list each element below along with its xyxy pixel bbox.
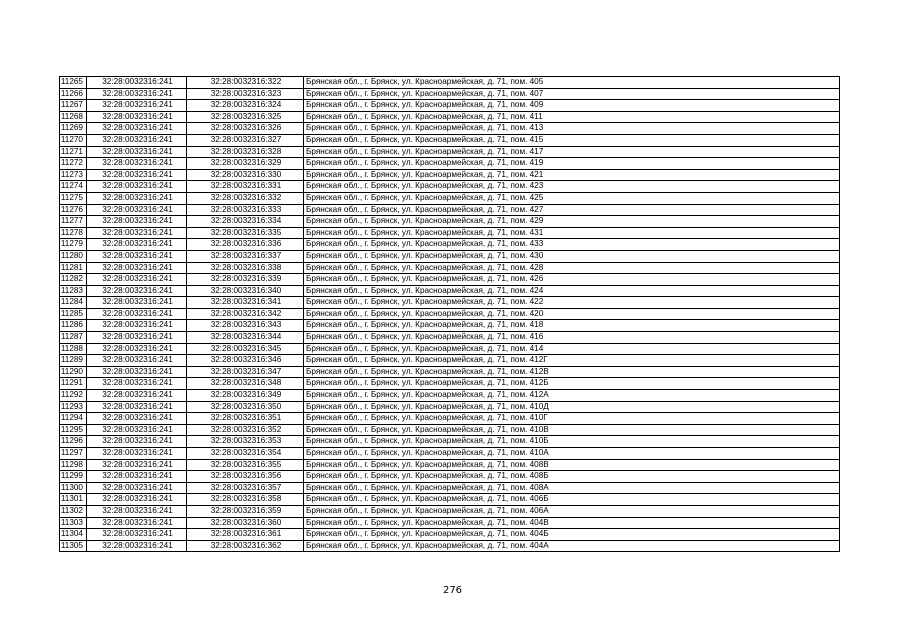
address-cell: Брянская обл., г. Брянск, ул. Красноармейская, д. 71, пом. 425 (304, 192, 840, 204)
table-row (60, 517, 840, 529)
row-number-cell: 11273 (60, 169, 87, 181)
address-cell: Брянская обл., г. Брянск, ул. Красноармейская, д. 71, пом. 426 (304, 274, 840, 286)
row-number-cell: 11265 (60, 77, 87, 89)
parcel-number-cell: 32:28:0032316:241 (87, 343, 187, 355)
address-cell: Брянская обл., г. Брянск, ул. Красноармейская, д. 71, пом. 406А (304, 505, 840, 517)
table-row (60, 158, 840, 170)
row-number-cell: 11286 (60, 320, 87, 332)
address-cell: Брянская обл., г. Брянск, ул. Красноармейская, д. 71, пом. 420 (304, 308, 840, 320)
cadastral-number-cell: 32:28:0032316:336 (187, 239, 304, 251)
row-number-cell: 11272 (60, 158, 87, 170)
parcel-number-cell: 32:28:0032316:241 (87, 192, 187, 204)
table-row (60, 471, 840, 483)
table-row (60, 505, 840, 517)
address-cell: Брянская обл., г. Брянск, ул. Красноармейская, д. 71, пом. 417 (304, 146, 840, 158)
cadastral-number-cell: 32:28:0032316:323 (187, 88, 304, 100)
table-row (60, 181, 840, 193)
parcel-number-cell: 32:28:0032316:241 (87, 390, 187, 402)
table-row (60, 239, 840, 251)
cadastral-number-cell: 32:28:0032316:331 (187, 181, 304, 193)
table-row (60, 390, 840, 402)
cadastral-number-cell: 32:28:0032316:326 (187, 123, 304, 135)
address-cell: Брянская обл., г. Брянск, ул. Красноармейская, д. 71, пом. 410Д (304, 401, 840, 413)
table-row (60, 320, 840, 332)
address-cell: Брянская обл., г. Брянск, ул. Красноармейская, д. 71, пом. 404Б (304, 529, 840, 541)
table-row (60, 413, 840, 425)
cadastral-number-cell: 32:28:0032316:347 (187, 366, 304, 378)
row-number-cell: 11298 (60, 459, 87, 471)
parcel-number-cell: 32:28:0032316:241 (87, 424, 187, 436)
address-cell: Брянская обл., г. Брянск, ул. Красноармейская, д. 71, пом. 428 (304, 262, 840, 274)
row-number-cell: 11297 (60, 448, 87, 460)
address-cell: Брянская обл., г. Брянск, ул. Красноармейская, д. 71, пом. 421 (304, 169, 840, 181)
table-row (60, 343, 840, 355)
address-cell: Брянская обл., г. Брянск, ул. Красноармейская, д. 71, пом. 409 (304, 100, 840, 112)
table-row (60, 262, 840, 274)
address-cell: Брянская обл., г. Брянск, ул. Красноармейская, д. 71, пом. 404А (304, 540, 840, 552)
table-row (60, 100, 840, 112)
row-number-cell: 11305 (60, 540, 87, 552)
table-row (60, 448, 840, 460)
parcel-number-cell: 32:28:0032316:241 (87, 181, 187, 193)
table-row (60, 308, 840, 320)
cadastral-number-cell: 32:28:0032316:334 (187, 216, 304, 228)
address-cell: Брянская обл., г. Брянск, ул. Красноармейская, д. 71, пом. 411 (304, 111, 840, 123)
row-number-cell: 11284 (60, 297, 87, 309)
table-row (60, 332, 840, 344)
table-row (60, 216, 840, 228)
row-number-cell: 11304 (60, 529, 87, 541)
parcel-number-cell: 32:28:0032316:241 (87, 297, 187, 309)
address-cell: Брянская обл., г. Брянск, ул. Красноармейская, д. 71, пом. 412Б (304, 378, 840, 390)
row-number-cell: 11266 (60, 88, 87, 100)
cadastral-number-cell: 32:28:0032316:350 (187, 401, 304, 413)
address-cell: Брянская обл., г. Брянск, ул. Красноармейская, д. 71, пом. 412Г (304, 355, 840, 367)
row-number-cell: 11278 (60, 227, 87, 239)
parcel-number-cell: 32:28:0032316:241 (87, 77, 187, 89)
table-row (60, 285, 840, 297)
cadastral-number-cell: 32:28:0032316:340 (187, 285, 304, 297)
address-cell: Брянская обл., г. Брянск, ул. Красноармейская, д. 71, пом. 429 (304, 216, 840, 228)
row-number-cell: 11288 (60, 343, 87, 355)
row-number-cell: 11279 (60, 239, 87, 251)
parcel-number-cell: 32:28:0032316:241 (87, 540, 187, 552)
row-number-cell: 11303 (60, 517, 87, 529)
row-number-cell: 11299 (60, 471, 87, 483)
row-number-cell: 11293 (60, 401, 87, 413)
row-number-cell: 11281 (60, 262, 87, 274)
address-cell: Брянская обл., г. Брянск, ул. Красноармейская, д. 71, пом. 415 (304, 134, 840, 146)
cadastral-number-cell: 32:28:0032316:329 (187, 158, 304, 170)
row-number-cell: 11302 (60, 505, 87, 517)
parcel-number-cell: 32:28:0032316:241 (87, 505, 187, 517)
parcel-number-cell: 32:28:0032316:241 (87, 471, 187, 483)
parcel-number-cell: 32:28:0032316:241 (87, 401, 187, 413)
parcel-number-cell: 32:28:0032316:241 (87, 250, 187, 262)
row-number-cell: 11289 (60, 355, 87, 367)
cadastral-number-cell: 32:28:0032316:348 (187, 378, 304, 390)
row-number-cell: 11291 (60, 378, 87, 390)
parcel-number-cell: 32:28:0032316:241 (87, 123, 187, 135)
row-number-cell: 11274 (60, 181, 87, 193)
row-number-cell: 11269 (60, 123, 87, 135)
cadastral-number-cell: 32:28:0032316:357 (187, 482, 304, 494)
table-row (60, 297, 840, 309)
address-cell: Брянская обл., г. Брянск, ул. Красноармейская, д. 71, пом. 431 (304, 227, 840, 239)
row-number-cell: 11271 (60, 146, 87, 158)
parcel-number-cell: 32:28:0032316:241 (87, 227, 187, 239)
row-number-cell: 11283 (60, 285, 87, 297)
cadastral-number-cell: 32:28:0032316:330 (187, 169, 304, 181)
row-number-cell: 11295 (60, 424, 87, 436)
table-row (60, 146, 840, 158)
cadastral-number-cell: 32:28:0032316:358 (187, 494, 304, 506)
cadastral-number-cell: 32:28:0032316:361 (187, 529, 304, 541)
address-cell: Брянская обл., г. Брянск, ул. Красноармейская, д. 71, пом. 406Б (304, 494, 840, 506)
cadastral-number-cell: 32:28:0032316:322 (187, 77, 304, 89)
cadastral-number-cell: 32:28:0032316:343 (187, 320, 304, 332)
address-cell: Брянская обл., г. Брянск, ул. Красноармейская, д. 71, пом. 424 (304, 285, 840, 297)
cadastral-number-cell: 32:28:0032316:325 (187, 111, 304, 123)
parcel-number-cell: 32:28:0032316:241 (87, 88, 187, 100)
parcel-number-cell: 32:28:0032316:241 (87, 216, 187, 228)
row-number-cell: 11292 (60, 390, 87, 402)
parcel-number-cell: 32:28:0032316:241 (87, 332, 187, 344)
parcel-number-cell: 32:28:0032316:241 (87, 482, 187, 494)
table-row (60, 250, 840, 262)
table-row (60, 134, 840, 146)
parcel-number-cell: 32:28:0032316:241 (87, 158, 187, 170)
table-row (60, 401, 840, 413)
cadastral-number-cell: 32:28:0032316:339 (187, 274, 304, 286)
cadastral-number-cell: 32:28:0032316:333 (187, 204, 304, 216)
table-row (60, 355, 840, 367)
cadastral-number-cell: 32:28:0032316:351 (187, 413, 304, 425)
table-row (60, 424, 840, 436)
address-cell: Брянская обл., г. Брянск, ул. Красноармейская, д. 71, пом. 412А (304, 390, 840, 402)
address-cell: Брянская обл., г. Брянск, ул. Красноармейская, д. 71, пом. 423 (304, 181, 840, 193)
address-cell: Брянская обл., г. Брянск, ул. Красноармейская, д. 71, пом. 410А (304, 448, 840, 460)
row-number-cell: 11275 (60, 192, 87, 204)
row-number-cell: 11282 (60, 274, 87, 286)
table-row (60, 192, 840, 204)
address-cell: Брянская обл., г. Брянск, ул. Красноармейская, д. 71, пом. 414 (304, 343, 840, 355)
page-number: 276 (442, 585, 463, 596)
cadastral-number-cell: 32:28:0032316:341 (187, 297, 304, 309)
table-row (60, 123, 840, 135)
parcel-number-cell: 32:28:0032316:241 (87, 134, 187, 146)
parcel-number-cell: 32:28:0032316:241 (87, 239, 187, 251)
parcel-number-cell: 32:28:0032316:241 (87, 436, 187, 448)
cadastral-table (59, 76, 840, 552)
table-row (60, 529, 840, 541)
cadastral-number-cell: 32:28:0032316:354 (187, 448, 304, 460)
parcel-number-cell: 32:28:0032316:241 (87, 204, 187, 216)
cadastral-number-cell: 32:28:0032316:346 (187, 355, 304, 367)
address-cell: Брянская обл., г. Брянск, ул. Красноармейская, д. 71, пом. 408Б (304, 471, 840, 483)
cadastral-number-cell: 32:28:0032316:338 (187, 262, 304, 274)
parcel-number-cell: 32:28:0032316:241 (87, 169, 187, 181)
cadastral-number-cell: 32:28:0032316:362 (187, 540, 304, 552)
row-number-cell: 11268 (60, 111, 87, 123)
cadastral-number-cell: 32:28:0032316:344 (187, 332, 304, 344)
parcel-number-cell: 32:28:0032316:241 (87, 459, 187, 471)
cadastral-number-cell: 32:28:0032316:345 (187, 343, 304, 355)
parcel-number-cell: 32:28:0032316:241 (87, 146, 187, 158)
cadastral-number-cell: 32:28:0032316:327 (187, 134, 304, 146)
cadastral-table-body (60, 77, 840, 552)
address-cell: Брянская обл., г. Брянск, ул. Красноармейская, д. 71, пом. 410Б (304, 436, 840, 448)
cadastral-number-cell: 32:28:0032316:355 (187, 459, 304, 471)
cadastral-number-cell: 32:28:0032316:324 (187, 100, 304, 112)
row-number-cell: 11280 (60, 250, 87, 262)
address-cell: Брянская обл., г. Брянск, ул. Красноармейская, д. 71, пом. 405 (304, 77, 840, 89)
table-row (60, 482, 840, 494)
table-row (60, 274, 840, 286)
row-number-cell: 11287 (60, 332, 87, 344)
parcel-number-cell: 32:28:0032316:241 (87, 413, 187, 425)
cadastral-number-cell: 32:28:0032316:342 (187, 308, 304, 320)
parcel-number-cell: 32:28:0032316:241 (87, 517, 187, 529)
address-cell: Брянская обл., г. Брянск, ул. Красноармейская, д. 71, пом. 408А (304, 482, 840, 494)
address-cell: Брянская обл., г. Брянск, ул. Красноармейская, д. 71, пом. 410Г (304, 413, 840, 425)
parcel-number-cell: 32:28:0032316:241 (87, 366, 187, 378)
parcel-number-cell: 32:28:0032316:241 (87, 262, 187, 274)
address-cell: Брянская обл., г. Брянск, ул. Красноармейская, д. 71, пом. 407 (304, 88, 840, 100)
parcel-number-cell: 32:28:0032316:241 (87, 448, 187, 460)
table-row (60, 88, 840, 100)
row-number-cell: 11301 (60, 494, 87, 506)
table-row (60, 436, 840, 448)
address-cell: Брянская обл., г. Брянск, ул. Красноармейская, д. 71, пом. 418 (304, 320, 840, 332)
table-row (60, 366, 840, 378)
parcel-number-cell: 32:28:0032316:241 (87, 355, 187, 367)
table-row (60, 227, 840, 239)
table-row (60, 77, 840, 89)
address-cell: Брянская обл., г. Брянск, ул. Красноармейская, д. 71, пом. 410В (304, 424, 840, 436)
row-number-cell: 11300 (60, 482, 87, 494)
cadastral-number-cell: 32:28:0032316:359 (187, 505, 304, 517)
row-number-cell: 11276 (60, 204, 87, 216)
address-cell: Брянская обл., г. Брянск, ул. Красноармейская, д. 71, пом. 416 (304, 332, 840, 344)
address-cell: Брянская обл., г. Брянск, ул. Красноармейская, д. 71, пом. 412В (304, 366, 840, 378)
parcel-number-cell: 32:28:0032316:241 (87, 308, 187, 320)
parcel-number-cell: 32:28:0032316:241 (87, 529, 187, 541)
row-number-cell: 11294 (60, 413, 87, 425)
table-row (60, 494, 840, 506)
parcel-number-cell: 32:28:0032316:241 (87, 320, 187, 332)
table-row (60, 378, 840, 390)
cadastral-number-cell: 32:28:0032316:349 (187, 390, 304, 402)
address-cell: Брянская обл., г. Брянск, ул. Красноармейская, д. 71, пом. 422 (304, 297, 840, 309)
parcel-number-cell: 32:28:0032316:241 (87, 111, 187, 123)
parcel-number-cell: 32:28:0032316:241 (87, 378, 187, 390)
row-number-cell: 11285 (60, 308, 87, 320)
address-cell: Брянская обл., г. Брянск, ул. Красноармейская, д. 71, пом. 413 (304, 123, 840, 135)
cadastral-number-cell: 32:28:0032316:337 (187, 250, 304, 262)
cadastral-number-cell: 32:28:0032316:328 (187, 146, 304, 158)
row-number-cell: 11290 (60, 366, 87, 378)
cadastral-number-cell: 32:28:0032316:352 (187, 424, 304, 436)
address-cell: Брянская обл., г. Брянск, ул. Красноармейская, д. 71, пом. 408В (304, 459, 840, 471)
address-cell: Брянская обл., г. Брянск, ул. Красноармейская, д. 71, пом. 404В (304, 517, 840, 529)
cadastral-number-cell: 32:28:0032316:353 (187, 436, 304, 448)
table-row (60, 204, 840, 216)
cadastral-number-cell: 32:28:0032316:335 (187, 227, 304, 239)
table-row (60, 459, 840, 471)
row-number-cell: 11270 (60, 134, 87, 146)
table-row (60, 111, 840, 123)
row-number-cell: 11277 (60, 216, 87, 228)
cadastral-number-cell: 32:28:0032316:332 (187, 192, 304, 204)
parcel-number-cell: 32:28:0032316:241 (87, 100, 187, 112)
row-number-cell: 11267 (60, 100, 87, 112)
address-cell: Брянская обл., г. Брянск, ул. Красноармейская, д. 71, пом. 433 (304, 239, 840, 251)
cadastral-number-cell: 32:28:0032316:360 (187, 517, 304, 529)
parcel-number-cell: 32:28:0032316:241 (87, 494, 187, 506)
table-row (60, 540, 840, 552)
table-row (60, 169, 840, 181)
address-cell: Брянская обл., г. Брянск, ул. Красноармейская, д. 71, пом. 430 (304, 250, 840, 262)
parcel-number-cell: 32:28:0032316:241 (87, 274, 187, 286)
address-cell: Брянская обл., г. Брянск, ул. Красноармейская, д. 71, пом. 427 (304, 204, 840, 216)
row-number-cell: 11296 (60, 436, 87, 448)
parcel-number-cell: 32:28:0032316:241 (87, 285, 187, 297)
cadastral-number-cell: 32:28:0032316:356 (187, 471, 304, 483)
address-cell: Брянская обл., г. Брянск, ул. Красноармейская, д. 71, пом. 419 (304, 158, 840, 170)
